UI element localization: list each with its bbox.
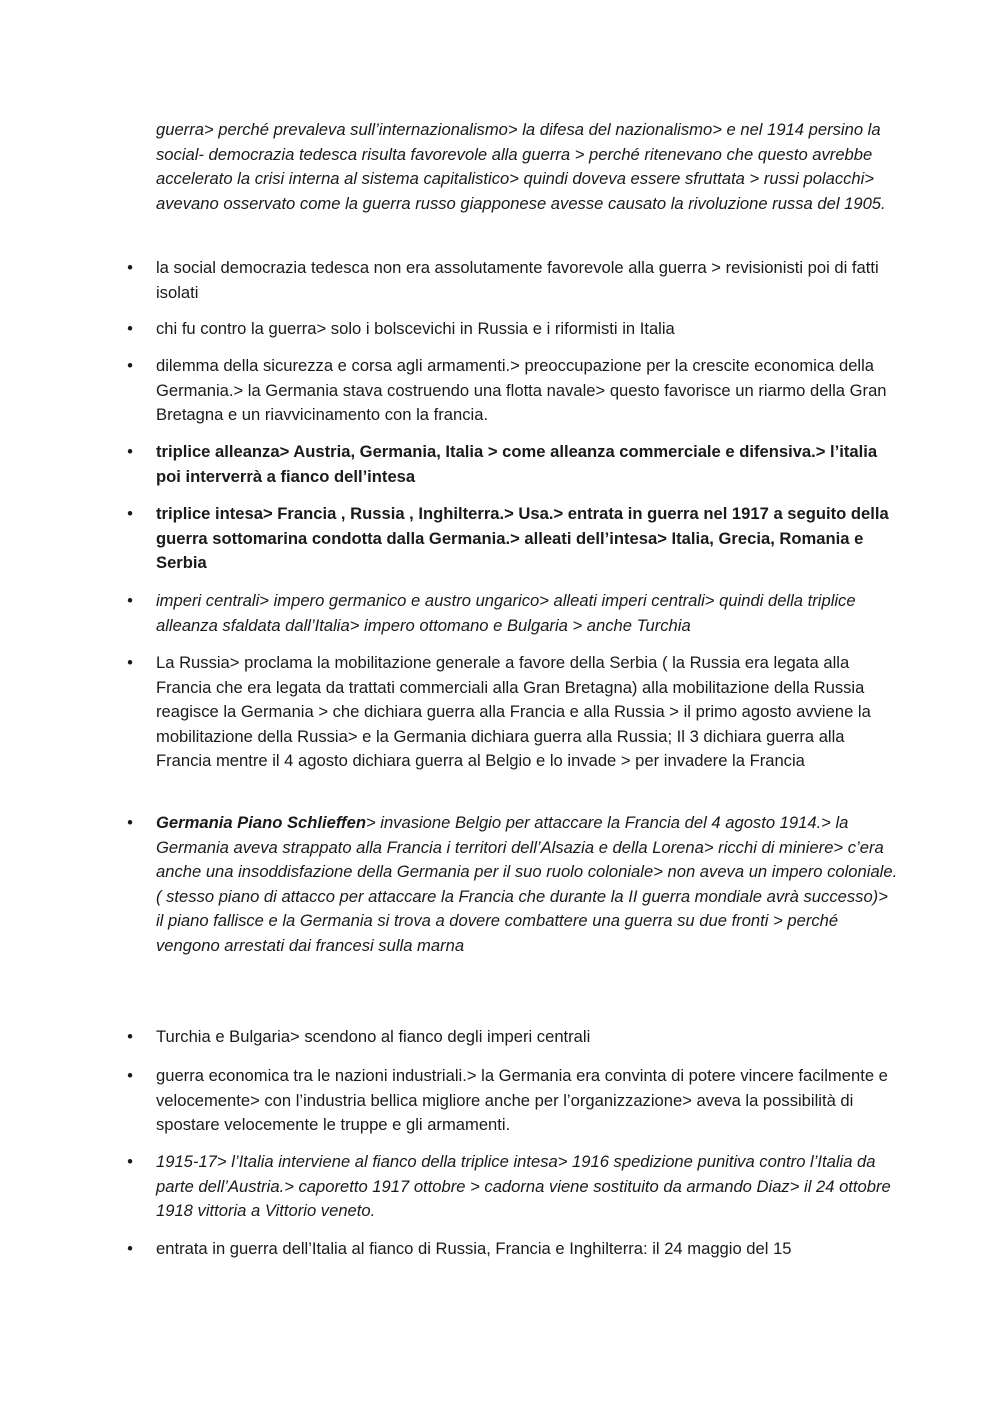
bullet-icon: • [127, 813, 133, 832]
list-item-imperi-centrali [127, 589, 898, 638]
list-item-text: imperi centrali> impero germanico e austro ungarico> alleati imperi centrali> quindi della triplice alleanza sfaldata dall’Italia> impero ottomano e Bulgaria > anche Turchia [156, 591, 856, 635]
list-item-text: triplice alleanza> Austria, Germania, Italia > come alleanza commerciale e difensiva.> l’italia poi interverrà a fianco dell’intesa [156, 442, 878, 486]
list-item-text: triplice intesa> Francia , Russia , Inghilterra.> Usa.> entrata in guerra nel 1917 a seguito della guerra sottomarina condotta dalla Germania.> alleati dell’intesa> Italia, Grecia, Romania e Serbia [156, 504, 889, 573]
list-item-guerra-economica [127, 1064, 898, 1138]
bullet-icon: • [127, 1152, 133, 1171]
bullet-icon: • [127, 319, 133, 338]
list-item-dilemma-sicurezza [127, 354, 898, 428]
list-item-text: Turchia e Bulgaria> scendono al fianco degli imperi centrali [156, 1027, 591, 1046]
list-item-italia-1915-17 [127, 1150, 898, 1224]
list-item-text: la social democrazia tedesca non era assolutamente favorevole alla guerra > revisionisti poi di fatti isolati [156, 258, 879, 302]
list-item-text: dilemma della sicurezza e corsa agli armamenti.> preoccupazione per la crescite economica della Germania.> la Germania stava costruendo una flotta navale> questo favorisce un riarmo della Gran Bretagna e un riavvicinamento con la francia. [156, 356, 887, 425]
list-item-russia-mobilitazione [127, 651, 898, 774]
list-item-text: > invasione Belgio per attaccare la Francia del 4 agosto 1914.> la Germania aveva strappato alla Francia i territori dell’Alsazia e della Lorena> ricchi di miniere> c’era anche una insoddisfazione della Germania per il suo ruolo coloniale> non aveva un impero coloniale. ( stesso piano di attacco per attaccare la Francia che durante la II guerra mondiale avrà successo)> il piano fallisce e la Germania si trova a dovere combattere una guerra su due fronti > perché vengono arrestati dai francesi sulla marna [156, 813, 898, 955]
intro-paragraph: guerra> perché prevaleva sull’internazionalismo> la difesa del nazionalismo> e nel 1914 persino la social- democrazia tedesca risulta favorevole alla guerra > perché ritenevano che questo avrebbe accelerato la crisi interna al sistema capitalistico> quindi doveva essere sfruttata > russi polacchi> avevano osservato come la guerra russo giapponese avesse causato la rivoluzione russa del 1905. [156, 120, 886, 213]
list-item-social-democrazia [127, 256, 898, 305]
bullet-icon: • [127, 1066, 133, 1085]
bullet-icon: • [127, 258, 133, 277]
list-item-turchia-bulgaria [127, 1025, 898, 1050]
list-item-entrata-in-guerra [127, 1237, 898, 1262]
list-item-triplice-intesa [127, 502, 898, 576]
bullet-icon: • [127, 442, 133, 461]
bullet-icon: • [127, 591, 133, 610]
list-item-text: entrata in guerra dell’Italia al fianco di Russia, Francia e Inghilterra: il 24 maggio del 15 [156, 1239, 792, 1258]
bullet-icon: • [127, 653, 133, 672]
bullet-icon: • [127, 1239, 133, 1258]
list-item-text: chi fu contro la guerra> solo i bolscevichi in Russia e i riformisti in Italia [156, 319, 675, 338]
bullet-icon: • [127, 504, 133, 523]
bullet-icon: • [127, 356, 133, 375]
list-item-text: La Russia> proclama la mobilitazione generale a favore della Serbia ( la Russia era legata alla Francia che era legata da trattati commerciali alla Gran Bretagna) alla mobilitazione della Russia reagisce la Germania > che dichiara guerra alla Francia e alla Russia > il primo agosto avviene la mobilitazione della Russia> e la Germania dichiara guerra alla Russia; Il 3 dichiara guerra alla Francia mentre il 4 agosto dichiara guerra al Belgio e lo invade > per invadere la Francia [156, 653, 871, 771]
list-item-triplice-alleanza [127, 440, 898, 489]
list-item-text: 1915-17> l’Italia interviene al fianco della triplice intesa> 1916 spedizione punitiva contro l’Italia da parte dell’Austria.> caporetto 1917 ottobre > cadorna viene sostituito da armando Diaz> il 24 ottobre 1918 vittoria a Vittorio veneto. [156, 1152, 891, 1221]
list-item-text: guerra economica tra le nazioni industriali.> la Germania era convinta di potere vincere facilmente e velocemente> con l’industria bellica migliore anche per l’organizzazione> aveva la possibilità di spostare velocemente le truppe e gli armamenti. [156, 1066, 888, 1135]
bullet-icon: • [127, 1027, 133, 1046]
list-item-contro-guerra [127, 317, 898, 342]
list-item-piano-schlieffen [127, 811, 898, 959]
list-item-lead: Germania Piano Schlieffen [156, 813, 366, 832]
